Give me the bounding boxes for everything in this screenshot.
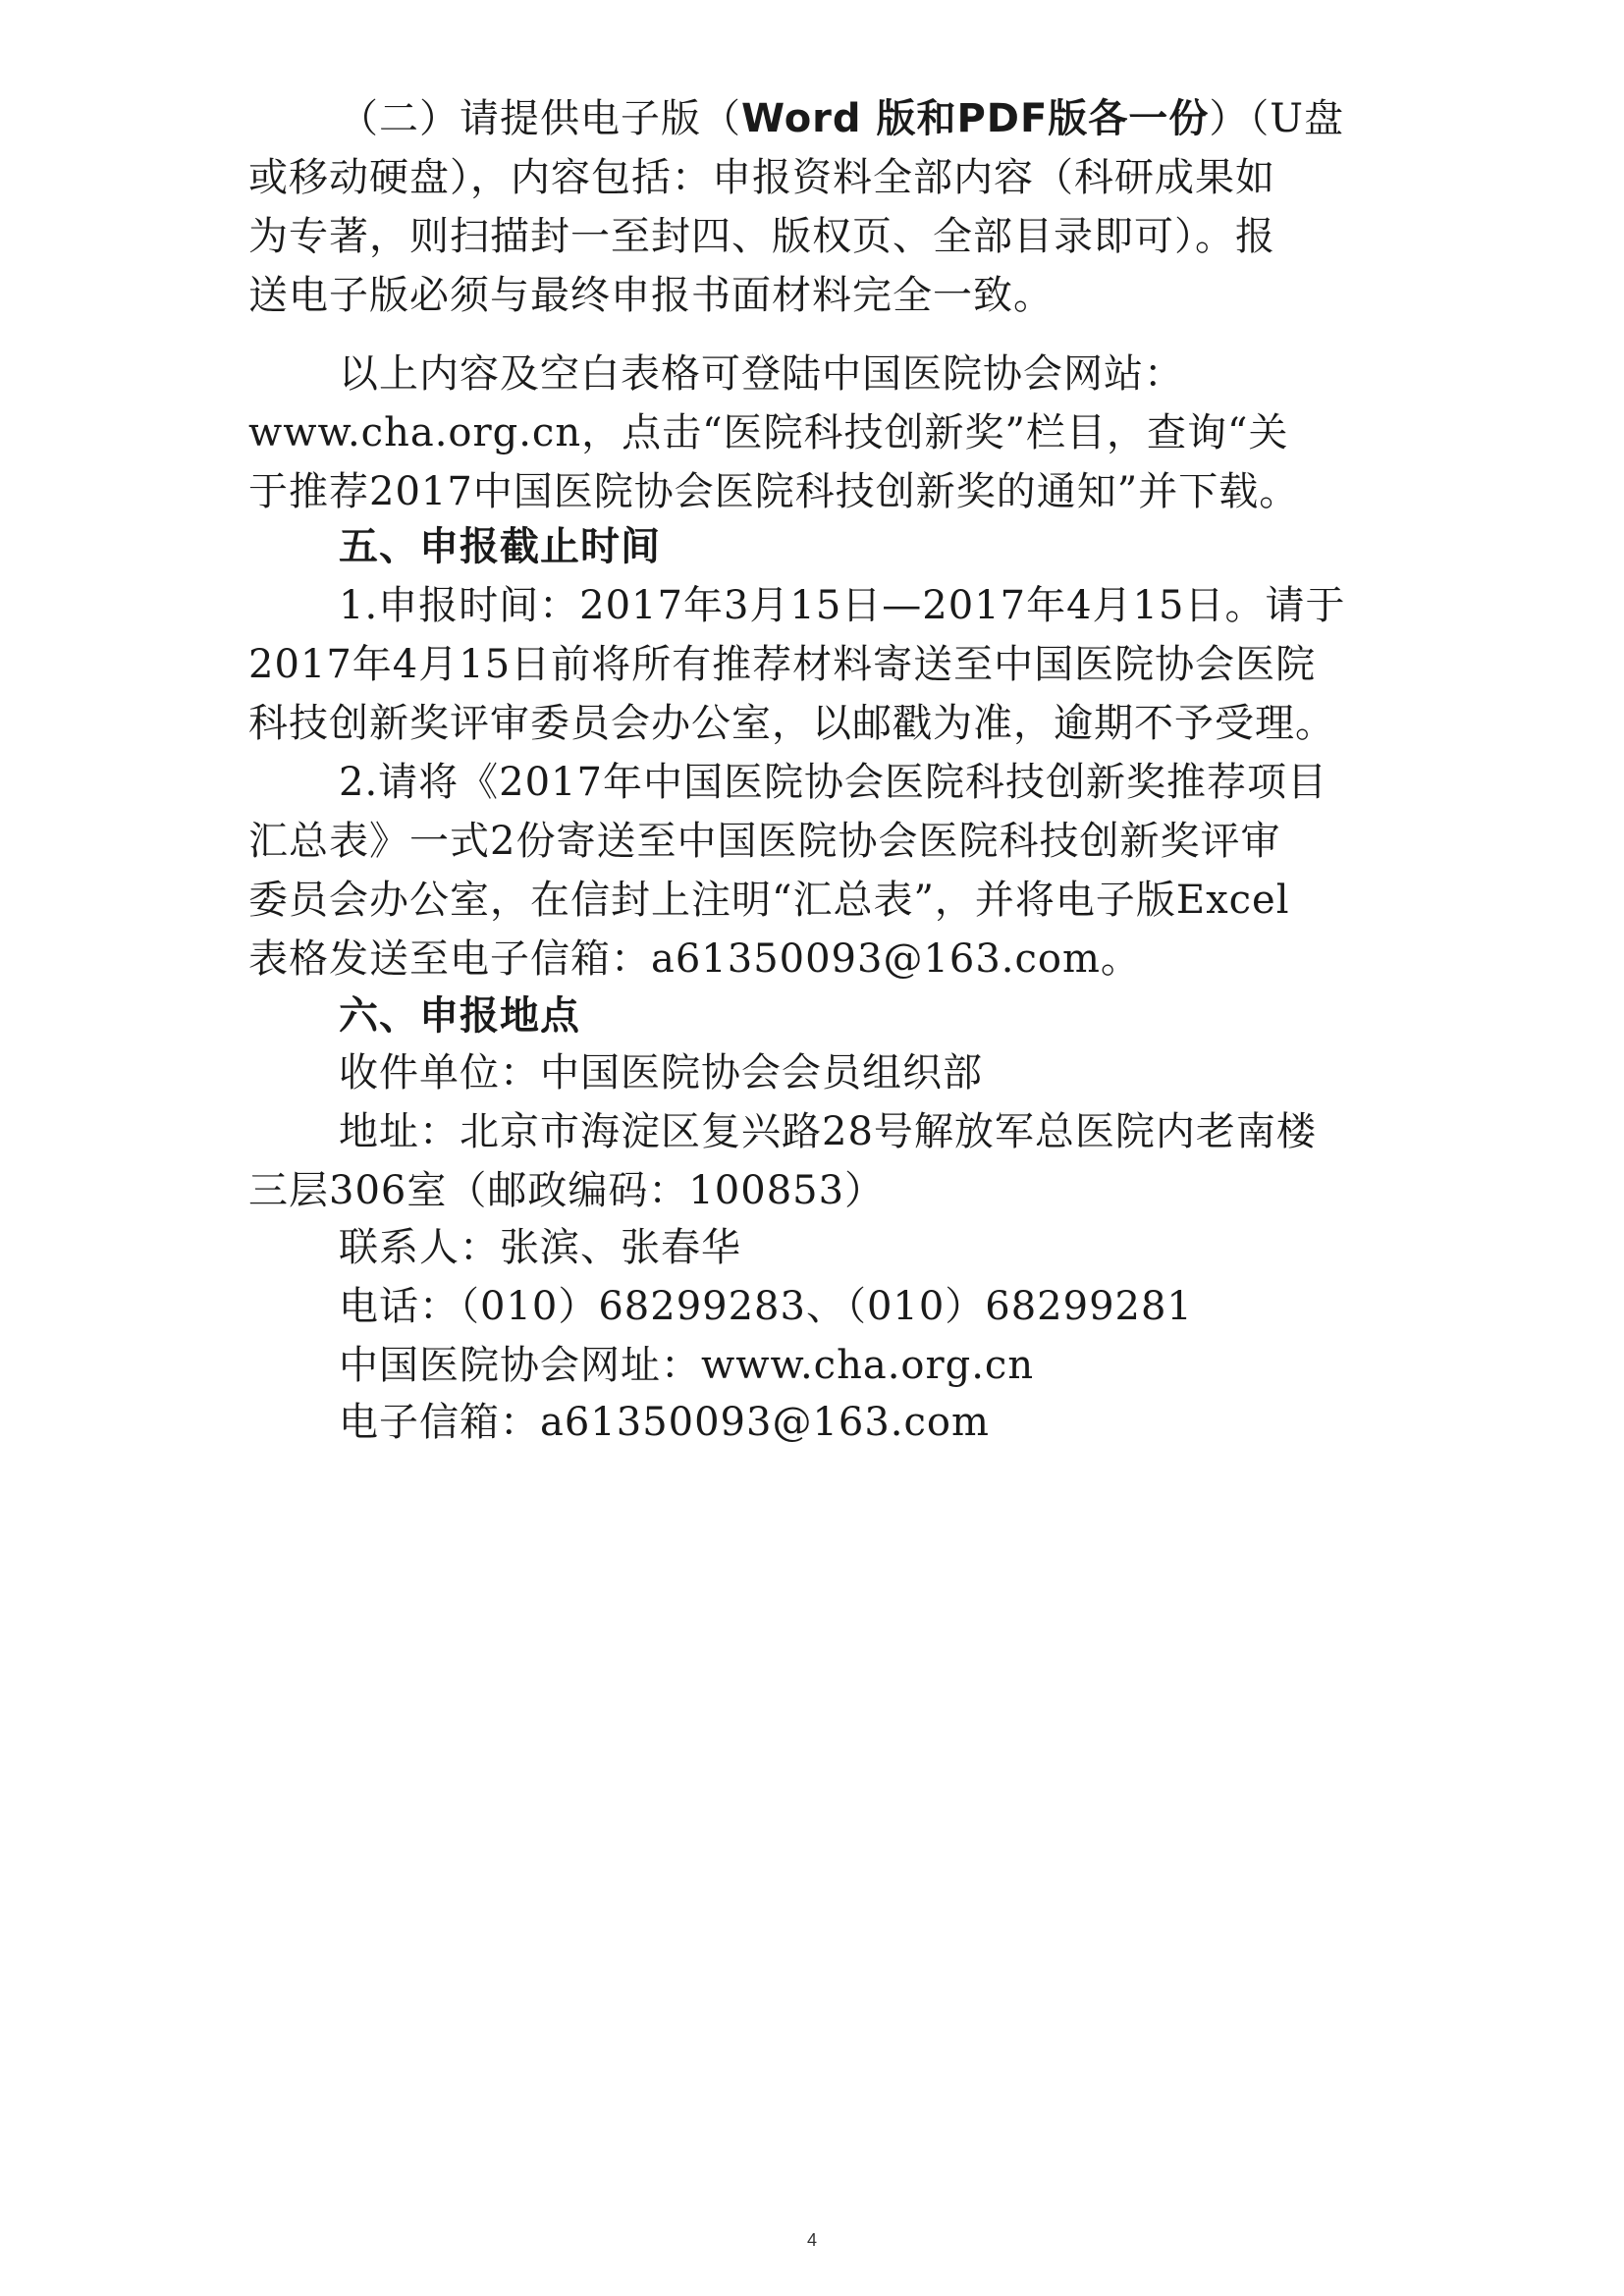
paragraph-line: 于推荐2017中国医院协会医院科技创新奖的通知”并下载。 xyxy=(248,469,1300,514)
section-heading: 五、申报截止时间 xyxy=(339,524,661,569)
paragraph-line xyxy=(339,94,1344,143)
phone-line: 电话：（010）68299283、（010）68299281 xyxy=(339,1284,1193,1329)
contacts-line: 联系人：张滨、张春华 xyxy=(339,1225,741,1270)
paragraph-line: 委员会办公室，在信封上注明“汇总表”，并将电子版Excel xyxy=(248,878,1290,923)
recipient-line: 收件单位：中国医院协会会员组织部 xyxy=(339,1050,983,1095)
paragraph-line: 汇总表》一式2份寄送至中国医院协会医院科技创新奖评审 xyxy=(248,819,1281,864)
email-line: 电子信箱：a61350093@163.com xyxy=(339,1400,990,1445)
paragraph-line: 或移动硬盘），内容包括：申报资料全部内容（科研成果如 xyxy=(248,155,1275,200)
paragraph-line: 为专著，则扫描封一至封四、版权页、全部目录即可）。报 xyxy=(248,214,1275,259)
paragraph-line: www.cha.org.cn，点击“医院科技创新奖”栏目，查询“关 xyxy=(248,410,1289,455)
section-heading: 六、申报地点 xyxy=(339,993,580,1039)
paragraph-line: 科技创新奖评审委员会办公室，以邮戳为准，逾期不予受理。 xyxy=(248,701,1335,746)
website-line: 中国医院协会网址：www.cha.org.cn xyxy=(339,1343,1035,1388)
paragraph-line: 表格发送至电子信箱：a61350093@163.com。 xyxy=(248,936,1141,982)
paragraph-line: 以上内容及空白表格可登陆中国医院协会网站： xyxy=(339,351,1184,397)
text-span: （二）请提供电子版（ xyxy=(339,96,741,141)
address-line: 三层306室（邮政编码：100853） xyxy=(248,1168,886,1213)
paragraph-line: 1.申报时间：2017年3月15日—2017年4月15日。请于 xyxy=(339,583,1346,628)
text-span: ）（U盘 xyxy=(1209,96,1345,141)
bold-text-span: Word 版和PDF版各一份 xyxy=(741,96,1210,141)
page-number: 4 xyxy=(806,2230,817,2250)
paragraph-line: 2017年4月15日前将所有推荐材料寄送至中国医院协会医院 xyxy=(248,642,1317,687)
address-line: 地址：北京市海淀区复兴路28号解放军总医院内老南楼 xyxy=(339,1109,1317,1154)
paragraph-line: 送电子版必须与最终申报书面材料完全一致。 xyxy=(248,273,1054,318)
paragraph-line: 2.请将《2017年中国医院协会医院科技创新奖推荐项目 xyxy=(339,760,1327,805)
